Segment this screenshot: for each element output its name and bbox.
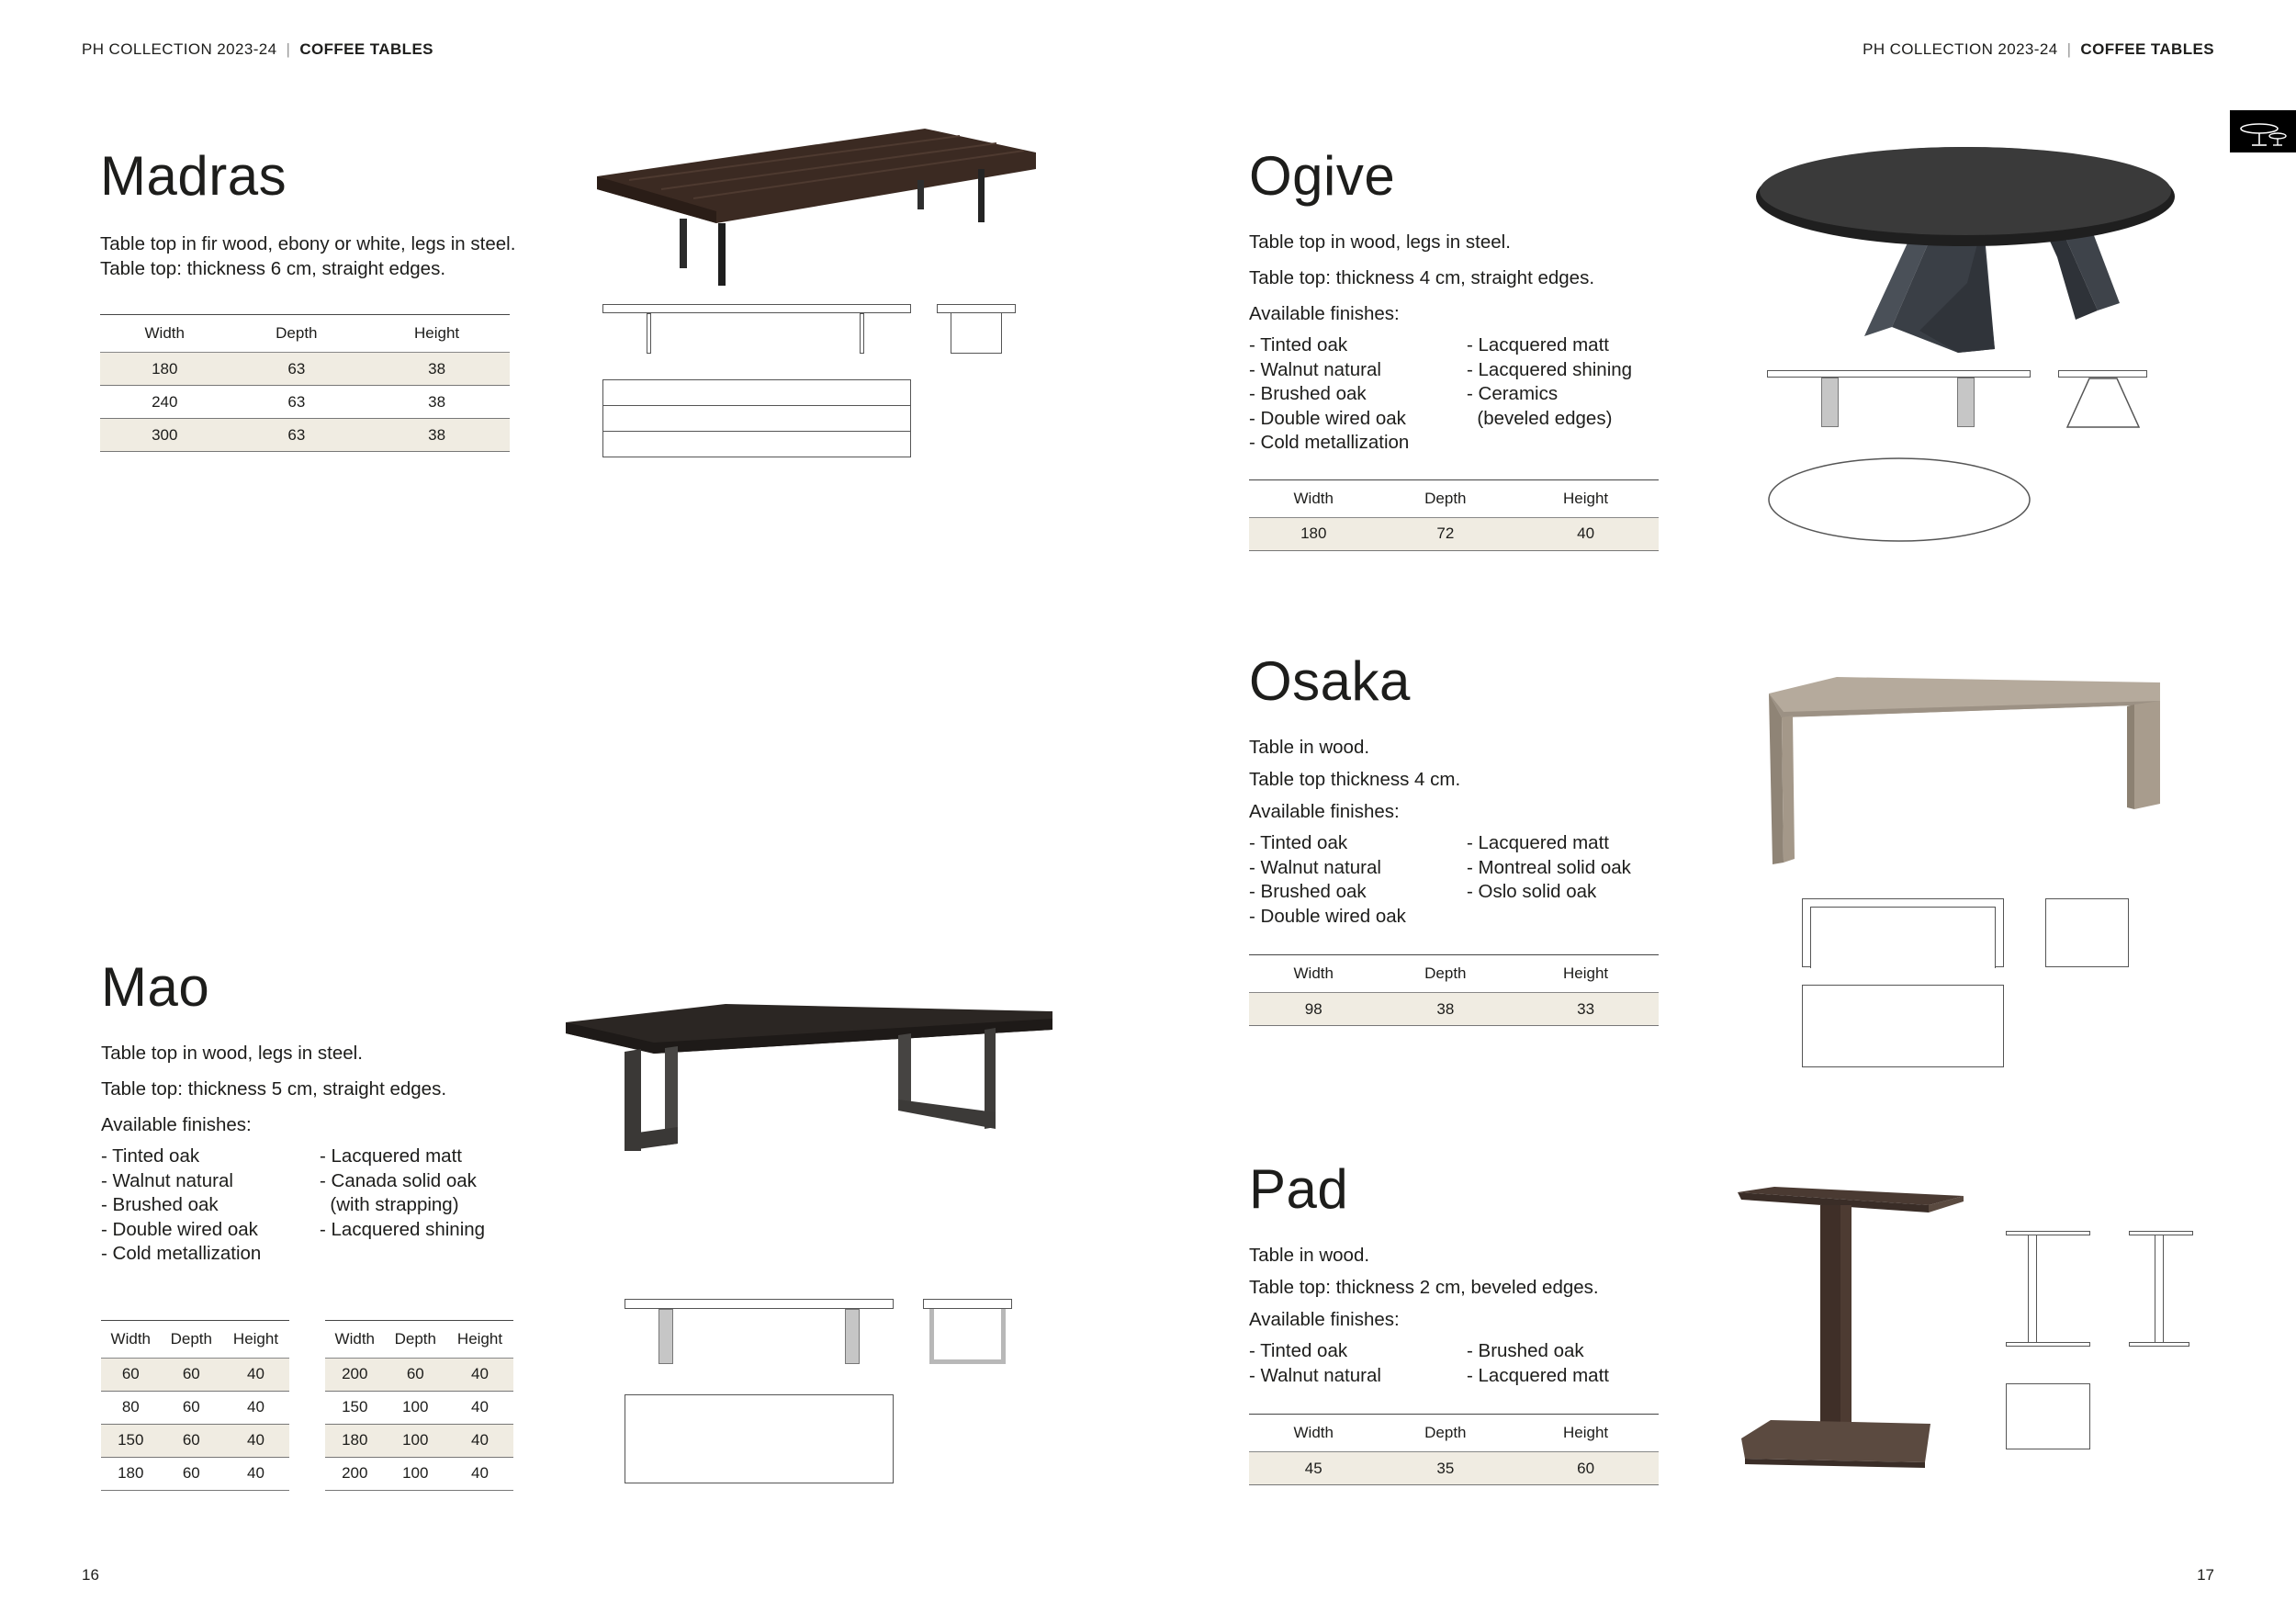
finish-item: - Walnut natural (1249, 1364, 1381, 1386)
description-line: Table top in wood, legs in steel. (101, 1043, 363, 1064)
cell: 180 (1249, 517, 1379, 550)
madras-top-view (602, 379, 911, 457)
osaka-table-photo (1763, 675, 2163, 868)
cell: 150 (101, 1424, 161, 1457)
finish-item: (beveled edges) (1467, 407, 1613, 429)
finish-item: - Oslo solid oak (1467, 881, 1597, 902)
cell: 60 (1513, 1452, 1659, 1485)
table-row (1249, 993, 1659, 1026)
cell: 38 (364, 386, 510, 419)
finish-item: - Tinted oak (1249, 1340, 1348, 1361)
cell: 40 (446, 1457, 513, 1490)
cell: 180 (325, 1424, 385, 1457)
page-header-left (82, 40, 433, 59)
product-title: Osaka (1249, 650, 1411, 712)
ogive-side-view (2058, 370, 2147, 378)
col-header-width: Width (100, 315, 230, 353)
description-line: Table top: thickness 5 cm, straight edges. (101, 1078, 447, 1100)
table-row (325, 1457, 513, 1490)
cell: 150 (325, 1391, 385, 1424)
ogive-front-view (1767, 370, 2031, 378)
finishes-list (1249, 1339, 1727, 1388)
cell: 60 (101, 1358, 161, 1391)
drawing-base (2129, 1342, 2189, 1347)
pad-front-view (2006, 1231, 2090, 1235)
cell: 180 (101, 1457, 161, 1490)
cell: 33 (1513, 993, 1659, 1026)
description-line: Table in wood. (1249, 1245, 1370, 1266)
product-mao (101, 956, 579, 1491)
finish-item: - Tinted oak (1249, 832, 1348, 853)
collection-label: PH COLLECTION 2023-24 (1863, 40, 2058, 58)
col-header-width: Width (1249, 479, 1379, 517)
cell: 100 (385, 1391, 446, 1424)
table-row (101, 1391, 289, 1424)
cell: 60 (161, 1391, 222, 1424)
cell: 38 (1379, 993, 1514, 1026)
cell: 300 (100, 419, 230, 452)
cell: 40 (222, 1424, 289, 1457)
cell: 60 (161, 1358, 222, 1391)
product-description (1249, 735, 1727, 824)
finish-item: - Brushed oak (1467, 1340, 1584, 1361)
cell: 45 (1249, 1452, 1379, 1485)
finish-item: (with strapping) (320, 1194, 459, 1215)
dimensions-table (1249, 1414, 1659, 1485)
drawing-leg (1957, 378, 1975, 427)
madras-front-view (602, 304, 911, 313)
cell: 40 (446, 1391, 513, 1424)
section-tab[interactable] (2230, 110, 2296, 152)
product-pad (1249, 1158, 1727, 1485)
col-header-depth: Depth (1379, 479, 1514, 517)
cell: 60 (161, 1457, 222, 1490)
col-header-height: Height (1513, 955, 1659, 993)
table-row (101, 1424, 289, 1457)
finish-item: - Canada solid oak (320, 1169, 477, 1191)
mao-top-view (625, 1394, 894, 1483)
finish-item: - Double wired oak (1249, 905, 1406, 927)
col-header-height: Height (364, 315, 510, 353)
table-row (325, 1391, 513, 1424)
page-header-right (1863, 40, 2214, 59)
finish-item: - Cold metallization (101, 1243, 262, 1264)
cell: 40 (1513, 517, 1659, 550)
description-line: Table top thickness 4 cm. (1249, 769, 1461, 790)
cell: 72 (1379, 517, 1514, 550)
product-title: Mao (101, 956, 210, 1018)
col-header-depth: Depth (1379, 1415, 1514, 1452)
drawing-leg (845, 1309, 860, 1364)
finish-item: - Walnut natural (101, 1169, 233, 1191)
finish-item: - Walnut natural (1249, 358, 1381, 380)
header-divider: | (2066, 40, 2072, 58)
cell: 200 (325, 1358, 385, 1391)
cell: 60 (161, 1424, 222, 1457)
col-header-height: Height (222, 1320, 289, 1358)
finish-item: - Walnut natural (1249, 856, 1381, 878)
cell: 38 (364, 353, 510, 386)
cell: 40 (222, 1358, 289, 1391)
table-row (101, 1457, 289, 1490)
category-label: COFFEE TABLES (299, 40, 433, 58)
description-line: Table top in fir wood, ebony or white, legs in steel. (100, 233, 516, 254)
product-madras (100, 145, 578, 452)
finish-item: - Brushed oak (1249, 383, 1367, 404)
pad-table-photo (1734, 1185, 1968, 1470)
finishes-list (1249, 831, 1727, 929)
col-header-depth: Depth (1379, 955, 1514, 993)
page-number-left: 16 (82, 1566, 99, 1584)
col-header-width: Width (325, 1320, 385, 1358)
product-description (1249, 1243, 1727, 1332)
finish-item: - Ceramics (1467, 383, 1559, 404)
cell: 60 (385, 1358, 446, 1391)
description-line: Available finishes: (101, 1114, 252, 1135)
mao-front-view (625, 1299, 894, 1309)
drawing-base (2006, 1342, 2090, 1347)
description-line: Available finishes: (1249, 801, 1400, 822)
finish-item: - Tinted oak (101, 1145, 200, 1167)
drawing-leg (2028, 1235, 2037, 1342)
osaka-front-view (1802, 898, 2004, 967)
product-title: Ogive (1249, 145, 1396, 207)
finish-item: - Brushed oak (1249, 881, 1367, 902)
cell: 63 (230, 386, 365, 419)
madras-side-view (937, 304, 1016, 313)
finish-item: - Brushed oak (101, 1194, 219, 1215)
dimensions-table (101, 1320, 289, 1491)
col-header-width: Width (1249, 955, 1379, 993)
finish-item: - Cold metallization (1249, 432, 1410, 453)
finish-item: - Lacquered matt (320, 1145, 462, 1167)
finish-item: - Tinted oak (1249, 334, 1348, 355)
cell: 98 (1249, 993, 1379, 1026)
table-row (100, 353, 510, 386)
col-header-height: Height (1513, 1415, 1659, 1452)
drawing-trapezoid-leg (2065, 378, 2141, 429)
table-row (1249, 517, 1659, 550)
finish-item: - Lacquered matt (1467, 832, 1609, 853)
description-line: Table top: thickness 4 cm, straight edges. (1249, 267, 1595, 288)
finish-item: - Lacquered matt (1467, 1364, 1609, 1386)
category-label: COFFEE TABLES (2080, 40, 2214, 58)
product-description (100, 231, 578, 281)
mao-side-view (923, 1299, 1012, 1309)
finish-item: - Double wired oak (101, 1218, 258, 1240)
col-header-height: Height (446, 1320, 513, 1358)
cell: 100 (385, 1457, 446, 1490)
product-description (1249, 230, 1727, 326)
cell: 40 (446, 1358, 513, 1391)
product-osaka (1249, 650, 1727, 1026)
col-header-depth: Depth (161, 1320, 222, 1358)
drawing-leg (1821, 378, 1839, 427)
cell: 38 (364, 419, 510, 452)
finishes-list (101, 1145, 579, 1267)
description-line: Table in wood. (1249, 737, 1370, 758)
cell: 40 (446, 1424, 513, 1457)
cell: 100 (385, 1424, 446, 1457)
ogive-table-photo (1754, 138, 2177, 367)
cell: 80 (101, 1391, 161, 1424)
cell: 40 (222, 1391, 289, 1424)
osaka-top-view (1802, 985, 2004, 1067)
finishes-list (1249, 333, 1727, 456)
mao-table-photo (562, 997, 1053, 1153)
cell: 63 (230, 353, 365, 386)
table-row (100, 386, 510, 419)
coffee-tables-icon (2230, 110, 2296, 152)
description-line: Table top in wood, legs in steel. (1249, 231, 1511, 253)
dimensions-table (1249, 954, 1659, 1026)
product-ogive (1249, 145, 1727, 551)
description-line: Table top: thickness 6 cm, straight edges. (100, 258, 446, 279)
description-line: Table top: thickness 2 cm, beveled edges. (1249, 1277, 1599, 1298)
col-header-width: Width (1249, 1415, 1379, 1452)
product-title: Pad (1249, 1158, 1349, 1220)
pad-top-view (2006, 1383, 2090, 1449)
cell: 40 (222, 1457, 289, 1490)
header-divider: | (286, 40, 291, 58)
col-header-depth: Depth (385, 1320, 446, 1358)
drawing-leg (658, 1309, 673, 1364)
collection-label: PH COLLECTION 2023-24 (82, 40, 277, 58)
drawing-leg (2155, 1235, 2164, 1342)
madras-table-photo (592, 129, 1042, 294)
cell: 240 (100, 386, 230, 419)
ogive-top-view (1766, 456, 2032, 544)
drawing-leg (860, 313, 864, 354)
description-line: Available finishes: (1249, 303, 1400, 324)
cell: 180 (100, 353, 230, 386)
dimensions-table (325, 1320, 513, 1491)
col-header-depth: Depth (230, 315, 365, 353)
table-row (1249, 1452, 1659, 1485)
drawing-leg-frame (951, 313, 1002, 354)
finish-item: - Lacquered shining (1467, 358, 1633, 380)
drawing-leg-frame (929, 1309, 1006, 1364)
finish-item: - Lacquered matt (1467, 334, 1609, 355)
table-row (100, 419, 510, 452)
cell: 35 (1379, 1452, 1514, 1485)
finish-item: - Double wired oak (1249, 407, 1406, 429)
col-header-width: Width (101, 1320, 161, 1358)
table-row (325, 1358, 513, 1391)
table-row (101, 1358, 289, 1391)
osaka-side-view (2045, 898, 2129, 967)
col-header-height: Height (1513, 479, 1659, 517)
product-description (101, 1041, 579, 1137)
cell: 200 (325, 1457, 385, 1490)
finish-item: - Lacquered shining (320, 1218, 486, 1240)
product-title: Madras (100, 145, 287, 207)
dimensions-table (1249, 479, 1659, 551)
drawing-leg (647, 313, 651, 354)
page-number-right: 17 (2197, 1566, 2214, 1584)
description-line: Available finishes: (1249, 1309, 1400, 1330)
finish-item: - Montreal solid oak (1467, 856, 1631, 878)
dimensions-table (100, 314, 510, 452)
table-row (325, 1424, 513, 1457)
cell: 63 (230, 419, 365, 452)
